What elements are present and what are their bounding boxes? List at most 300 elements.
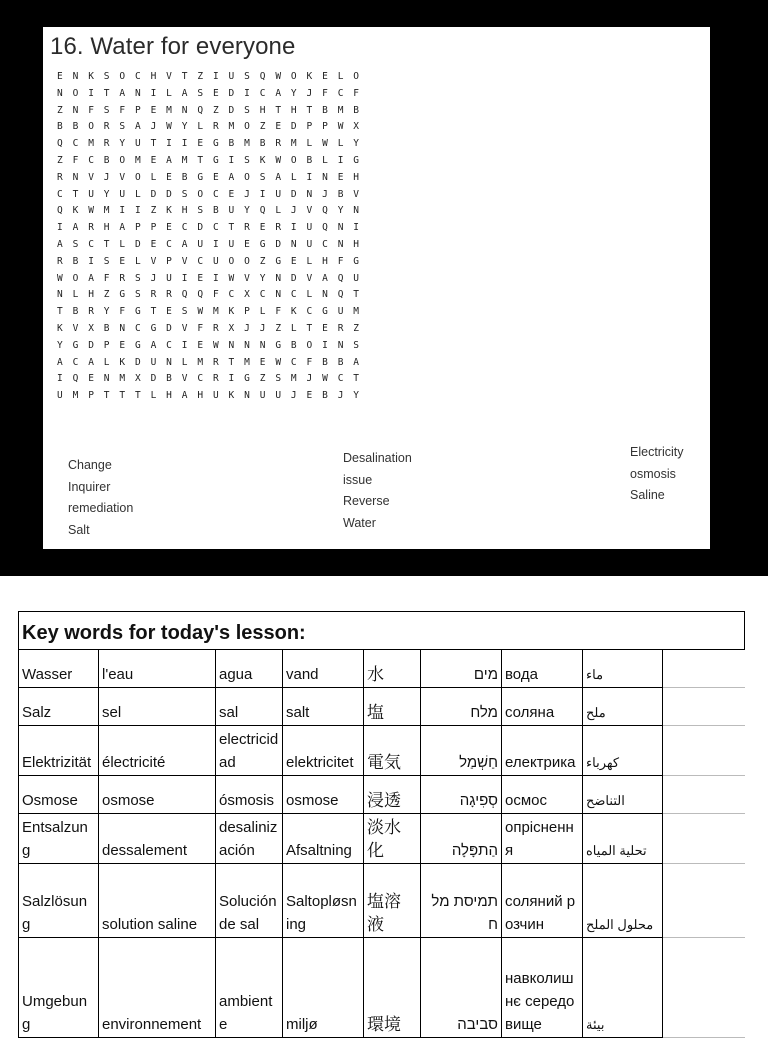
grid-letter: N <box>259 339 266 351</box>
grid-letter: S <box>72 238 79 250</box>
grid-letter: S <box>134 289 141 301</box>
grid-letter: A <box>181 87 188 99</box>
grid-letter: J <box>244 188 250 200</box>
grid-letter: F <box>119 104 126 116</box>
grid-letter: B <box>166 373 172 385</box>
empty-cell <box>663 776 745 814</box>
grid-letter: B <box>212 205 219 217</box>
grid-letter: K <box>72 205 79 217</box>
cell-danish: salt <box>283 688 364 726</box>
grid-letter: E <box>57 71 63 82</box>
grid-letter: N <box>244 390 250 402</box>
grid-letter: C <box>181 222 188 234</box>
grid-letter: E <box>197 339 204 351</box>
grid-letter: T <box>228 356 235 368</box>
grid-letter: V <box>119 171 126 183</box>
puzzle-title: 16. Water for everyone <box>50 33 296 60</box>
grid-letter: C <box>337 87 344 99</box>
grid-letter: N <box>337 238 344 250</box>
grid-letter: I <box>259 188 266 200</box>
grid-letter: H <box>166 390 172 402</box>
grid-letter: E <box>166 171 172 183</box>
grid-letter: A <box>57 356 63 368</box>
cell-spanish: agua <box>216 650 283 688</box>
grid-letter: M <box>244 356 250 368</box>
grid-letter: O <box>290 154 297 166</box>
grid-letter: J <box>306 87 313 99</box>
grid-letter: D <box>228 104 235 116</box>
grid-letter: C <box>212 222 219 234</box>
grid-letter: O <box>134 171 141 183</box>
grid-letter: E <box>150 154 157 166</box>
grid-letter: H <box>197 390 204 402</box>
grid-letter: I <box>353 222 360 234</box>
grid-letter: N <box>72 171 79 183</box>
word-item: Salt <box>68 522 90 537</box>
grid-letter: F <box>306 356 313 368</box>
grid-letter: Y <box>119 138 126 150</box>
grid-letter: A <box>72 222 79 234</box>
grid-row <box>57 237 369 254</box>
grid-letter: U <box>197 238 204 250</box>
grid-letter: Q <box>72 373 79 385</box>
cell-arabic: ماء <box>583 650 663 688</box>
word-item: Water <box>343 515 376 530</box>
grid-letter: J <box>337 390 344 402</box>
grid-letter: C <box>72 138 79 150</box>
cell-japanese: 浸透 <box>364 776 421 814</box>
grid-letter: U <box>275 390 282 402</box>
grid-row <box>57 287 369 304</box>
grid-letter: L <box>181 356 188 368</box>
grid-letter: K <box>119 356 126 368</box>
grid-letter: E <box>290 255 297 267</box>
grid-letter: Q <box>57 205 63 217</box>
grid-letter: W <box>275 356 282 368</box>
cell-arabic: بيئة <box>583 938 663 1038</box>
word-list-col2 <box>343 448 412 534</box>
grid-letter: U <box>57 390 63 402</box>
grid-row <box>57 321 369 338</box>
grid-letter: N <box>181 104 188 116</box>
grid-letter: A <box>275 171 282 183</box>
grid-letter: B <box>72 121 79 133</box>
grid-letter: O <box>119 71 126 82</box>
grid-row <box>57 103 369 120</box>
grid-letter: I <box>212 272 219 284</box>
grid-letter: M <box>337 104 344 116</box>
grid-letter: P <box>322 121 328 133</box>
grid-letter: Y <box>353 138 360 150</box>
grid-letter: I <box>181 138 188 150</box>
cell-danish: osmose <box>283 776 364 814</box>
grid-letter: I <box>228 373 235 385</box>
grid-letter: E <box>150 104 157 116</box>
grid-letter: C <box>259 289 266 301</box>
grid-letter: L <box>150 390 157 402</box>
grid-letter: T <box>119 390 126 402</box>
grid-letter: D <box>134 238 141 250</box>
grid-letter: F <box>353 87 360 99</box>
grid-letter: L <box>306 138 313 150</box>
grid-letter: B <box>290 339 297 351</box>
cell-ukrainian: вода <box>502 650 583 688</box>
grid-letter: D <box>197 222 204 234</box>
empty-cell <box>663 938 745 1038</box>
grid-letter: B <box>103 154 110 166</box>
grid-letter: W <box>166 121 172 133</box>
grid-letter: A <box>119 87 126 99</box>
empty-cell <box>663 650 745 688</box>
grid-letter: G <box>353 255 360 267</box>
grid-letter: O <box>290 71 297 82</box>
grid-letter: N <box>72 71 79 82</box>
grid-letter: K <box>306 71 313 82</box>
grid-letter: P <box>134 222 141 234</box>
grid-letter: H <box>259 104 266 116</box>
grid-letter: A <box>150 339 157 351</box>
grid-letter: U <box>228 238 235 250</box>
word-list-col1 <box>68 455 133 541</box>
grid-letter: E <box>212 87 219 99</box>
grid-letter: O <box>119 154 126 166</box>
grid-letter: R <box>166 289 172 301</box>
grid-letter: C <box>322 238 328 250</box>
grid-letter: R <box>212 373 219 385</box>
grid-row <box>57 304 369 321</box>
grid-letter: U <box>337 306 344 318</box>
cell-german: Osmose <box>19 776 99 814</box>
grid-letter: D <box>166 188 172 200</box>
grid-letter: L <box>134 188 141 200</box>
grid-letter: M <box>72 390 79 402</box>
grid-letter: L <box>150 171 157 183</box>
grid-letter: A <box>275 87 282 99</box>
grid-letter: U <box>212 255 219 267</box>
cell-arabic: التناضح <box>583 776 663 814</box>
grid-letter: R <box>103 138 110 150</box>
cell-french: l'eau <box>99 650 216 688</box>
grid-letter: N <box>119 322 126 334</box>
grid-letter: P <box>103 339 110 351</box>
grid-letter: G <box>150 322 157 334</box>
grid-letter: Y <box>259 272 266 284</box>
grid-letter: K <box>228 390 235 402</box>
cell-spanish: desalinización <box>216 814 283 864</box>
grid-letter: E <box>259 222 266 234</box>
grid-letter: Q <box>337 272 344 284</box>
grid-letter: W <box>322 138 328 150</box>
grid-letter: Q <box>181 289 188 301</box>
cell-hebrew: מים <box>421 650 502 688</box>
cell-hebrew: סביבה <box>421 938 502 1038</box>
grid-letter: X <box>353 121 360 133</box>
grid-letter: T <box>103 87 110 99</box>
cell-spanish: sal <box>216 688 283 726</box>
grid-letter: O <box>244 255 250 267</box>
grid-letter: H <box>353 238 360 250</box>
grid-letter: H <box>150 71 157 82</box>
grid-letter: N <box>353 205 360 217</box>
grid-letter: M <box>197 356 204 368</box>
grid-letter: S <box>103 71 110 82</box>
grid-letter: I <box>166 138 172 150</box>
cell-ukrainian: електрика <box>502 726 583 776</box>
table-row <box>19 938 745 1038</box>
grid-letter: N <box>290 238 297 250</box>
cell-hebrew: סְפִיגָה <box>421 776 502 814</box>
cell-spanish: ambiente <box>216 938 283 1038</box>
grid-letter: E <box>166 222 172 234</box>
grid-letter: M <box>88 138 94 150</box>
grid-letter: B <box>72 306 79 318</box>
cell-french: environnement <box>99 938 216 1038</box>
grid-letter: D <box>166 322 172 334</box>
grid-letter: R <box>275 222 282 234</box>
grid-letter: V <box>306 205 313 217</box>
grid-letter: C <box>134 71 141 82</box>
grid-letter: C <box>228 289 235 301</box>
grid-letter: G <box>119 289 126 301</box>
cell-danish: elektricitet <box>283 726 364 776</box>
grid-row <box>57 136 369 153</box>
cell-danish: Saltopløsning <box>283 864 364 938</box>
grid-letter: J <box>150 121 157 133</box>
table-row <box>19 650 745 688</box>
grid-letter: Z <box>259 121 266 133</box>
grid-letter: J <box>150 272 157 284</box>
grid-letter: T <box>150 306 157 318</box>
grid-letter: U <box>306 222 313 234</box>
grid-letter: T <box>353 373 360 385</box>
grid-letter: Q <box>259 205 266 217</box>
grid-row <box>57 69 369 86</box>
table-row <box>19 776 745 814</box>
grid-row <box>57 271 369 288</box>
grid-letter: G <box>275 339 282 351</box>
grid-letter: F <box>197 322 204 334</box>
grid-letter: C <box>259 87 266 99</box>
grid-letter: S <box>244 104 250 116</box>
grid-letter: L <box>119 238 126 250</box>
grid-letter: F <box>88 104 94 116</box>
grid-letter: A <box>353 356 360 368</box>
grid-letter: G <box>244 373 250 385</box>
grid-letter: R <box>212 356 219 368</box>
grid-letter: I <box>290 222 297 234</box>
grid-letter: E <box>337 171 344 183</box>
grid-letter: I <box>181 339 188 351</box>
cell-spanish: Solución de sal <box>216 864 283 938</box>
grid-letter: E <box>197 272 204 284</box>
cell-arabic: تحلية المياه <box>583 814 663 864</box>
table-row <box>19 726 745 776</box>
grid-letter: J <box>306 373 313 385</box>
grid-letter: S <box>103 104 110 116</box>
cell-german: Elektrizität <box>19 726 99 776</box>
table-row <box>19 814 745 864</box>
grid-letter: V <box>244 272 250 284</box>
table-heading: Key words for today's lesson: <box>19 612 745 650</box>
grid-letter: P <box>134 104 141 116</box>
grid-letter: D <box>290 188 297 200</box>
grid-letter: M <box>353 306 360 318</box>
grid-letter: H <box>322 255 328 267</box>
grid-letter: M <box>103 205 110 217</box>
grid-letter: Z <box>212 104 219 116</box>
word-item: osmosis <box>630 466 676 481</box>
grid-letter: E <box>88 373 94 385</box>
grid-letter: A <box>119 222 126 234</box>
grid-letter: G <box>197 171 204 183</box>
grid-letter: N <box>275 289 282 301</box>
empty-cell <box>663 814 745 864</box>
grid-letter: Y <box>353 390 360 402</box>
grid-letter: U <box>212 390 219 402</box>
grid-letter: A <box>88 356 94 368</box>
grid-letter: G <box>212 138 219 150</box>
grid-row <box>57 371 369 388</box>
grid-letter: F <box>212 289 219 301</box>
grid-letter: E <box>197 138 204 150</box>
grid-letter: B <box>337 188 344 200</box>
grid-letter: U <box>353 272 360 284</box>
cell-spanish: ósmosis <box>216 776 283 814</box>
cell-german: Wasser <box>19 650 99 688</box>
word-item: issue <box>343 472 373 487</box>
empty-cell <box>663 864 745 938</box>
grid-letter: Q <box>322 222 328 234</box>
grid-letter: T <box>275 104 282 116</box>
grid-letter: W <box>228 272 235 284</box>
grid-letter: U <box>119 188 126 200</box>
grid-letter: N <box>57 289 63 301</box>
grid-letter: M <box>166 104 172 116</box>
grid-letter: B <box>337 356 344 368</box>
cell-french: osmose <box>99 776 216 814</box>
grid-letter: A <box>181 238 188 250</box>
grid-letter: Y <box>103 306 110 318</box>
grid-letter: D <box>134 356 141 368</box>
grid-letter: A <box>322 272 328 284</box>
grid-letter: C <box>134 322 141 334</box>
grid-letter: I <box>212 238 219 250</box>
word-item: Saline <box>630 488 665 502</box>
grid-letter: T <box>103 238 110 250</box>
grid-letter: K <box>166 205 172 217</box>
grid-letter: N <box>72 104 79 116</box>
grid-letter: S <box>197 205 204 217</box>
grid-letter: S <box>259 171 266 183</box>
grid-letter: E <box>166 306 172 318</box>
grid-letter: C <box>290 289 297 301</box>
cell-french: sel <box>99 688 216 726</box>
grid-letter: A <box>88 272 94 284</box>
grid-letter: F <box>322 87 328 99</box>
grid-letter: C <box>88 154 94 166</box>
grid-letter: J <box>322 188 328 200</box>
grid-letter: V <box>166 71 172 82</box>
grid-letter: S <box>275 373 282 385</box>
grid-row <box>57 220 369 237</box>
cell-ukrainian: соляний розчин <box>502 864 583 938</box>
grid-letter: U <box>88 188 94 200</box>
grid-letter: V <box>181 322 188 334</box>
grid-letter: C <box>290 356 297 368</box>
grid-letter: F <box>275 306 282 318</box>
grid-letter: Q <box>57 138 63 150</box>
grid-row <box>57 86 369 103</box>
grid-letter: Z <box>259 255 266 267</box>
grid-letter: N <box>275 272 282 284</box>
grid-letter: Q <box>197 289 204 301</box>
grid-letter: S <box>353 339 360 351</box>
cell-hebrew: תמיסת מלח <box>421 864 502 938</box>
grid-letter: O <box>72 272 79 284</box>
word-list-col3 <box>630 442 683 507</box>
grid-letter: J <box>244 322 250 334</box>
grid-letter: A <box>134 121 141 133</box>
cell-japanese: 環境 <box>364 938 421 1038</box>
grid-letter: N <box>306 188 313 200</box>
grid-letter: Z <box>57 154 63 166</box>
empty-cell <box>663 726 745 776</box>
grid-letter: M <box>119 373 126 385</box>
grid-letter: D <box>88 339 94 351</box>
cell-ukrainian: навколишнє середовище <box>502 938 583 1038</box>
grid-letter: C <box>337 373 344 385</box>
cell-danish: vand <box>283 650 364 688</box>
grid-letter: B <box>181 171 188 183</box>
grid-letter: E <box>119 255 126 267</box>
grid-letter: I <box>228 154 235 166</box>
grid-letter: E <box>150 238 157 250</box>
cell-ukrainian: осмос <box>502 776 583 814</box>
grid-row <box>57 254 369 271</box>
grid-letter: L <box>72 289 79 301</box>
grid-letter: Q <box>197 104 204 116</box>
grid-letter: I <box>119 205 126 217</box>
grid-letter: Z <box>197 71 204 82</box>
grid-letter: I <box>337 154 344 166</box>
grid-row <box>57 119 369 136</box>
cell-japanese: 塩 <box>364 688 421 726</box>
grid-letter: C <box>166 339 172 351</box>
table-row <box>19 688 745 726</box>
grid-letter: J <box>290 205 297 217</box>
grid-letter: R <box>337 322 344 334</box>
grid-letter: G <box>259 238 266 250</box>
grid-letter: T <box>134 390 141 402</box>
grid-letter: L <box>103 356 110 368</box>
grid-letter: N <box>103 373 110 385</box>
grid-letter: T <box>197 154 204 166</box>
grid-letter: K <box>290 306 297 318</box>
grid-letter: G <box>134 339 141 351</box>
cell-japanese: 淡水化 <box>364 814 421 864</box>
grid-letter: D <box>290 121 297 133</box>
grid-row <box>57 153 369 170</box>
grid-letter: V <box>181 373 188 385</box>
grid-letter: R <box>150 289 157 301</box>
cell-french: électricité <box>99 726 216 776</box>
grid-letter: K <box>88 71 94 82</box>
grid-row <box>57 338 369 355</box>
grid-letter: U <box>259 390 266 402</box>
grid-letter: V <box>353 188 360 200</box>
cell-german: Entsalzung <box>19 814 99 864</box>
grid-letter: O <box>353 71 360 82</box>
